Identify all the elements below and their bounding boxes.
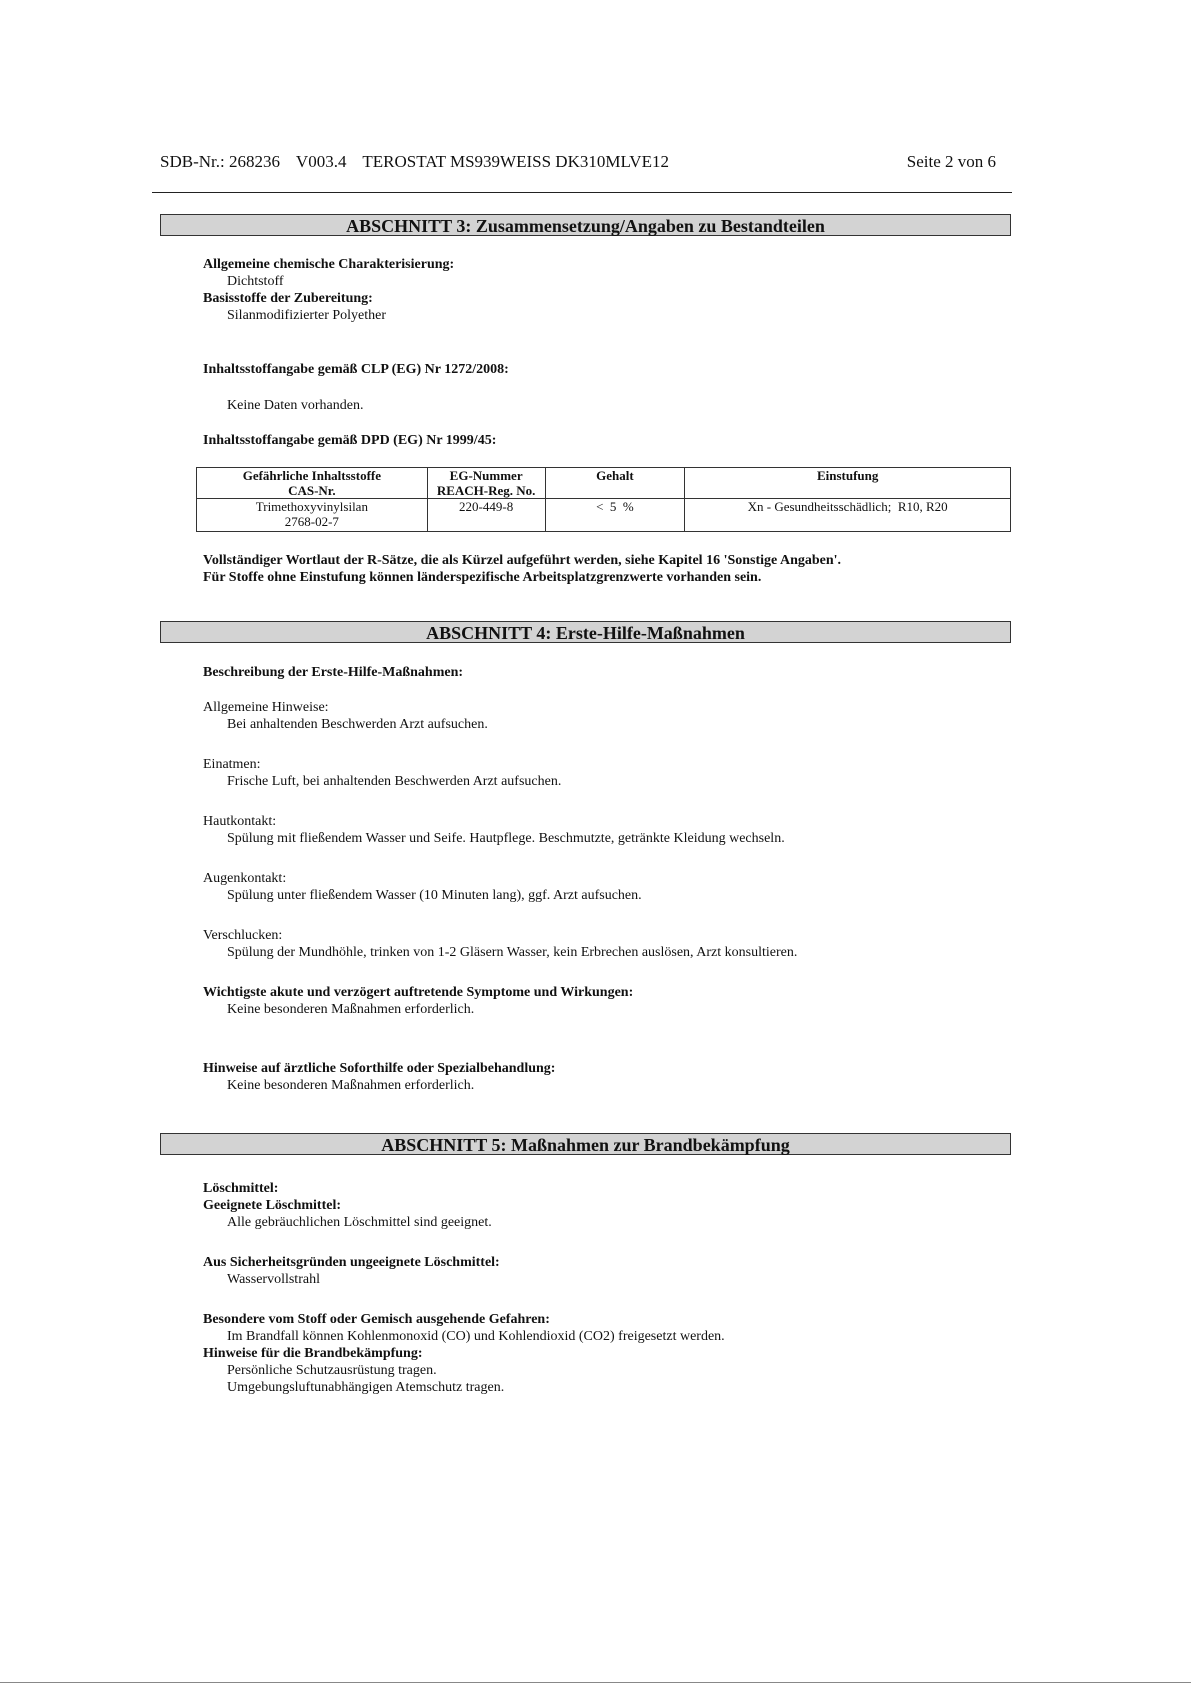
skin-contact-label: Hautkontakt:: [203, 814, 277, 829]
general-advice: [203, 699, 1003, 733]
section-3-notes: [203, 552, 1023, 586]
clp-value: Keine Daten vorhanden.: [227, 398, 364, 413]
symptoms: [203, 984, 1003, 1018]
hazardous-ingredients-table: [196, 467, 1011, 532]
inhalation-value: Frische Luft, bei anhaltenden Beschwerden Arzt aufsuchen.: [227, 774, 562, 789]
cell-ingredient: [197, 499, 428, 532]
dpd-label: Inhaltsstoffangabe gemäß DPD (EG) Nr 1999/45:: [203, 433, 497, 448]
version: V003.4: [295, 152, 347, 171]
unsuitable-media: [203, 1254, 1003, 1288]
ingredient-name: Trimethoxyvinylsilan: [255, 499, 368, 514]
unsuitable-media-label: Aus Sicherheitsgründen ungeeignete Löschmittel:: [203, 1255, 500, 1270]
ingestion: [203, 927, 1003, 961]
cell-eg-number: 220-449-8: [427, 499, 545, 532]
base-substances-label: Basisstoffe der Zubereitung:: [203, 291, 373, 306]
first-aid-label: Beschreibung der Erste-Hilfe-Maßnahmen:: [203, 665, 464, 680]
general-advice-label: Allgemeine Hinweise:: [203, 700, 329, 715]
skin-contact-value: Spülung mit fließendem Wasser und Seife. Hautpflege. Beschmutzte, getränkte Kleidung wechseln.: [227, 831, 785, 846]
r-phrases-note: Vollständiger Wortlaut der R-Sätze, die als Kürzel aufgeführt werden, siehe Kapitel 16 'Sonstige Angaben'.: [203, 553, 842, 568]
ingredient-cas: 2768-02-7: [284, 514, 339, 529]
cell-classification: Xn - Gesundheitsschädlich; R10, R20: [685, 499, 1011, 532]
suitable-media-label: Geeignete Löschmittel:: [203, 1198, 342, 1213]
section-4-title: ABSCHNITT 4: Erste-Hilfe-Maßnahmen: [160, 621, 1011, 643]
characterization-value: Dichtstoff: [227, 274, 284, 289]
general-advice-value: Bei anhaltenden Beschwerden Arzt aufsuchen.: [227, 717, 488, 732]
special-hazards-label: Besondere vom Stoff oder Gemisch ausgehende Gefahren:: [203, 1312, 550, 1327]
eye-contact: [203, 870, 1003, 904]
page-header: [160, 152, 996, 172]
eye-contact-label: Augenkontakt:: [203, 871, 287, 886]
section-5-title: ABSCHNITT 5: Maßnahmen zur Brandbekämpfung: [160, 1133, 1011, 1155]
symptoms-label: Wichtigste akute und verzögert auftretende Symptome und Wirkungen:: [203, 985, 634, 1000]
col-content: Gehalt: [545, 468, 685, 499]
unsuitable-media-value: Wasservollstrahl: [227, 1272, 320, 1287]
clp-label: Inhaltsstoffangabe gemäß CLP (EG) Nr 1272/2008:: [203, 362, 509, 377]
section-3-title: ABSCHNITT 3: Zusammensetzung/Angaben zu Bestandteilen: [160, 214, 1011, 236]
medical-attention-label: Hinweise auf ärztliche Soforthilfe oder Spezialbehandlung:: [203, 1061, 556, 1076]
medical-attention: [203, 1060, 1003, 1094]
col-cas-label: CAS-Nr.: [288, 483, 336, 498]
col-ingredient: [197, 468, 428, 499]
product-name: TEROSTAT MS939WEISS DK310MLVE12: [362, 152, 669, 171]
header-left: [160, 152, 681, 172]
firefighting-advice-value-1: Persönliche Schutzausrüstung tragen.: [227, 1363, 437, 1378]
table-row: [197, 499, 1011, 532]
table-header-row: [197, 468, 1011, 499]
firefighting-advice-value-2: Umgebungsluftunabhängigen Atemschutz tragen.: [227, 1380, 505, 1395]
eye-contact-value: Spülung unter fließendem Wasser (10 Minuten lang), ggf. Arzt aufsuchen.: [227, 888, 642, 903]
special-hazards: [203, 1311, 1003, 1396]
ingestion-value: Spülung der Mundhöhle, trinken von 1-2 Gläsern Wasser, kein Erbrechen auslösen, Arzt konsultieren.: [227, 945, 798, 960]
first-aid-description: [203, 664, 1003, 681]
bottom-edge: [0, 1682, 1191, 1683]
symptoms-value: Keine besonderen Maßnahmen erforderlich.: [227, 1002, 475, 1017]
base-substances-value: Silanmodifizierter Polyether: [227, 308, 387, 323]
header-divider: [152, 192, 1012, 193]
cell-content: < 5 %: [545, 499, 685, 532]
skin-contact: [203, 813, 1003, 847]
suitable-media-value: Alle gebräuchlichen Löschmittel sind geeignet.: [227, 1215, 492, 1230]
characterization-label: Allgemeine chemische Charakterisierung:: [203, 257, 455, 272]
col-eg-label: EG-Nummer: [449, 468, 523, 483]
extinguishing-media-label: Löschmittel:: [203, 1181, 279, 1196]
extinguishing-media: [203, 1180, 1003, 1231]
inhalation: [203, 756, 1003, 790]
medical-attention-value: Keine besonderen Maßnahmen erforderlich.: [227, 1078, 475, 1093]
firefighting-advice-label: Hinweise für die Brandbekämpfung:: [203, 1346, 423, 1361]
clp-block: [203, 361, 1003, 414]
col-eg-number: [427, 468, 545, 499]
inhalation-label: Einatmen:: [203, 757, 261, 772]
sdb-number: SDB-Nr.: 268236: [160, 152, 280, 171]
ingestion-label: Verschlucken:: [203, 928, 283, 943]
col-classification: Einstufung: [685, 468, 1011, 499]
col-reach-label: REACH-Reg. No.: [436, 483, 536, 498]
col-ingredient-label: Gefährliche Inhaltsstoffe: [242, 468, 381, 483]
exposure-limits-note: Für Stoffe ohne Einstufung können länderspezifische Arbeitsplatzgrenzwerte vorhanden sein.: [203, 570, 762, 585]
dpd-block: [203, 432, 1003, 449]
special-hazards-value: Im Brandfall können Kohlenmonoxid (CO) und Kohlendioxid (CO2) freigesetzt werden.: [227, 1329, 725, 1344]
page-number: Seite 2 von 6: [906, 152, 996, 171]
section-3-general: [203, 256, 1003, 324]
